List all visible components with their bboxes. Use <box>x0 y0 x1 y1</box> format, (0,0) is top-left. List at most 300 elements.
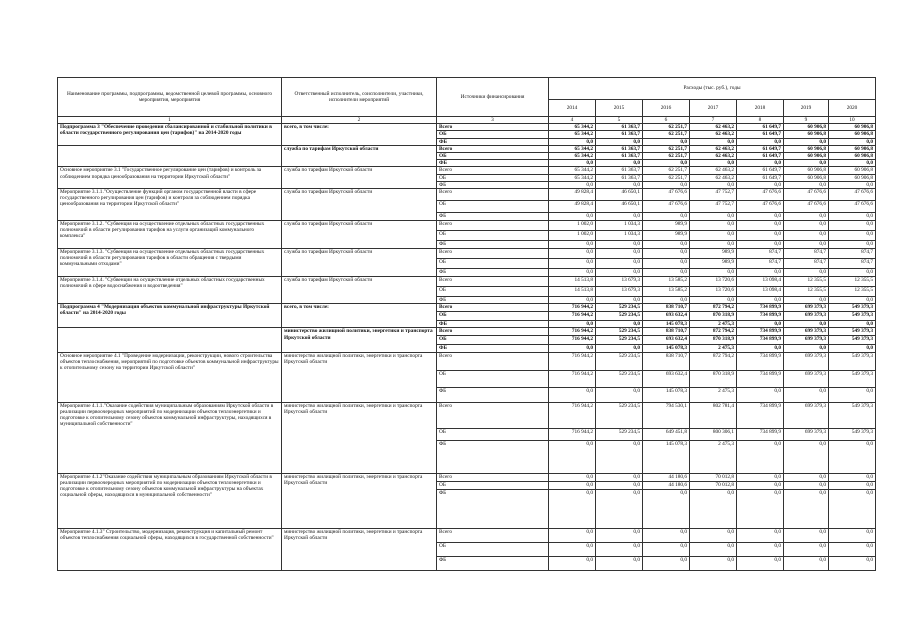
funding-source: ОБ <box>437 481 549 489</box>
expense-value: 734 899,9 <box>737 428 784 440</box>
column-number: 4 <box>549 117 596 124</box>
program-name: Мероприятие 3.1.4. "Субвенции на осуществление отдельных областных государственных полномочий в сфере водоснабжения и водоотведения" <box>58 277 282 304</box>
expense-value: 1 002,0 <box>549 231 596 241</box>
expense-value: 0,0 <box>784 440 829 473</box>
expense-value: 0,0 <box>549 138 596 145</box>
expense-value: 0,0 <box>596 213 643 221</box>
expense-value: 0,0 <box>643 556 690 570</box>
expense-value: 734 899,9 <box>737 304 784 312</box>
responsible-executor: министерство жилищной политики, энергетики и транспорта Иркутской области <box>282 473 437 528</box>
expense-value: 0,0 <box>737 138 784 145</box>
expense-value: 0,0 <box>829 345 876 352</box>
responsible-executor: всего, в том числе: <box>282 304 437 328</box>
funding-source: ОБ <box>437 542 549 556</box>
funding-source: Всего <box>437 328 549 336</box>
expense-value: 0,0 <box>596 321 643 328</box>
expense-value: 0,0 <box>737 181 784 188</box>
expense-value: 0,0 <box>549 297 596 304</box>
expense-value: 62 251,7 <box>643 174 690 181</box>
expense-value: 699 379,3 <box>784 352 829 370</box>
expense-value: 0,0 <box>784 321 829 328</box>
funding-source: Всего <box>437 189 549 201</box>
funding-source: ФБ <box>437 269 549 277</box>
program-name: Подпрограмма 3 "Обеспечение проведения сбалансированной и стабильной политики в области государственного регулирования цен (тарифов)" на 2014-2020 годы <box>58 124 282 146</box>
expense-value: 44 180,6 <box>643 473 690 481</box>
expense-value: 800 306,1 <box>690 428 737 440</box>
expense-value: 62 463,2 <box>690 131 737 138</box>
expense-value: 0,0 <box>596 542 643 556</box>
funding-source: ОБ <box>437 174 549 181</box>
expense-value: 47 676,6 <box>737 201 784 213</box>
expense-value: 60 906,8 <box>829 131 876 138</box>
expense-value: 0,0 <box>784 345 829 352</box>
expense-value: 870 318,9 <box>690 312 737 321</box>
expense-value: 870 318,9 <box>690 336 737 345</box>
expense-value: 0,0 <box>596 387 643 402</box>
table-row <box>58 221 876 231</box>
year-header: 2015 <box>596 100 643 117</box>
expense-value: 65 344,2 <box>549 145 596 152</box>
expense-value: 0,0 <box>737 321 784 328</box>
expense-value: 61 649,7 <box>737 167 784 174</box>
expense-value: 47 676,6 <box>643 189 690 201</box>
funding-source: ОБ <box>437 259 549 269</box>
expense-value: 874,7 <box>784 249 829 259</box>
expense-value: 62 463,2 <box>690 145 737 152</box>
column-number: 2 <box>282 117 437 124</box>
expense-value: 699 379,3 <box>784 328 829 336</box>
expense-value: 734 899,9 <box>737 352 784 370</box>
expense-value: 0,0 <box>643 213 690 221</box>
expense-value: 60 906,8 <box>784 174 829 181</box>
expense-value: 0,0 <box>690 556 737 570</box>
expense-value: 0,0 <box>784 231 829 241</box>
expense-value: 62 463,2 <box>690 167 737 174</box>
expense-value: 989,9 <box>690 249 737 259</box>
year-header: 2019 <box>784 100 829 117</box>
expense-value: 0,0 <box>596 481 643 489</box>
expense-value: 60 906,8 <box>829 145 876 152</box>
expense-value: 794 530,1 <box>643 402 690 428</box>
expense-value: 62 251,7 <box>643 131 690 138</box>
expense-value: 0,0 <box>829 542 876 556</box>
expense-value: 699 379,3 <box>784 336 829 345</box>
expense-value: 46 650,1 <box>596 201 643 213</box>
funding-source: Всего <box>437 167 549 174</box>
expense-value: 0,0 <box>737 489 784 528</box>
expense-value: 693 632,4 <box>643 370 690 387</box>
expense-value: 0,0 <box>737 556 784 570</box>
table-row <box>58 352 876 370</box>
funding-source: ФБ <box>437 387 549 402</box>
expense-value: 49 828,4 <box>549 201 596 213</box>
expense-value: 0,0 <box>549 440 596 473</box>
expense-value: 0,0 <box>549 489 596 528</box>
expense-value: 0,0 <box>643 241 690 249</box>
expense-value: 47 676,6 <box>737 189 784 201</box>
expense-value: 0,0 <box>829 269 876 277</box>
responsible-executor: всего, в том числе: <box>282 124 437 146</box>
funding-source: ФБ <box>437 181 549 188</box>
expense-value: 60 906,8 <box>829 124 876 131</box>
expense-value: 0,0 <box>596 489 643 528</box>
expense-value: 60 906,8 <box>784 167 829 174</box>
expense-value: 716 944,2 <box>549 336 596 345</box>
table-row <box>58 473 876 481</box>
expense-value: 62 463,2 <box>690 174 737 181</box>
responsible-executor: служба по тарифам Иркутской области <box>282 249 437 277</box>
expense-value: 0,0 <box>737 297 784 304</box>
funding-source: Всего <box>437 221 549 231</box>
expense-value: 47 752,7 <box>690 201 737 213</box>
expense-value: 0,0 <box>549 241 596 249</box>
expense-value: 0,0 <box>784 473 829 481</box>
funding-source: Всего <box>437 249 549 259</box>
responsible-executor: служба по тарифам Иркутской области <box>282 221 437 249</box>
expense-value: 874,7 <box>829 259 876 269</box>
expense-value: 0,0 <box>643 489 690 528</box>
expense-value: 0,0 <box>784 138 829 145</box>
expense-value: 734 899,9 <box>737 328 784 336</box>
expense-value: 0,0 <box>690 241 737 249</box>
expense-value: 49 828,4 <box>549 189 596 201</box>
header-source: Источники финансирования <box>437 78 549 117</box>
table-row <box>58 145 876 152</box>
responsible-executor: министерство жилищной политики, энергетики и транспорта Иркутской области <box>282 528 437 570</box>
year-header: 2018 <box>737 100 784 117</box>
program-name: Основное мероприятие 4.1 "Проведение модернизации, реконструкции, нового строительства объектов теплоснабжения, мероприятий по подготовке объектов коммунальной инфраструктуры к отопительному сезону на территории Иркутской области" <box>58 352 282 402</box>
expense-value: 0,0 <box>737 221 784 231</box>
expense-value: 62 251,7 <box>643 124 690 131</box>
funding-source: ФБ <box>437 440 549 473</box>
expense-value: 0,0 <box>643 160 690 167</box>
expense-value: 61 649,7 <box>737 145 784 152</box>
expense-value: 0,0 <box>829 241 876 249</box>
expense-value: 0,0 <box>737 387 784 402</box>
expense-value: 529 234,5 <box>596 428 643 440</box>
expense-value: 0,0 <box>784 160 829 167</box>
funding-source: Всего <box>437 277 549 287</box>
expense-value: 693 632,4 <box>643 336 690 345</box>
expense-value: 13 098,4 <box>737 287 784 297</box>
funding-source: ОБ <box>437 153 549 160</box>
year-header: 2020 <box>829 100 876 117</box>
funding-source: ФБ <box>437 321 549 328</box>
expense-value: 529 234,5 <box>596 312 643 321</box>
expense-value: 60 906,8 <box>784 124 829 131</box>
expense-value: 0,0 <box>829 181 876 188</box>
column-number: 6 <box>643 117 690 124</box>
expense-value: 529 234,5 <box>596 336 643 345</box>
column-number: 8 <box>737 117 784 124</box>
expense-value: 13 098,4 <box>737 277 784 287</box>
funding-source: ФБ <box>437 241 549 249</box>
expense-value: 62 251,7 <box>643 145 690 152</box>
expense-value: 0,0 <box>549 259 596 269</box>
expense-value: 1 002,0 <box>549 221 596 231</box>
funding-source: ОБ <box>437 131 549 138</box>
expense-value: 47 676,6 <box>784 189 829 201</box>
expense-value: 0,0 <box>549 345 596 352</box>
expense-value: 838 710,7 <box>643 304 690 312</box>
funding-source: Всего <box>437 402 549 428</box>
expense-value: 0,0 <box>784 269 829 277</box>
expense-value: 549 379,3 <box>829 352 876 370</box>
expense-value: 0,0 <box>549 160 596 167</box>
expense-value: 0,0 <box>737 231 784 241</box>
expense-value: 0,0 <box>737 213 784 221</box>
expense-value: 47 752,7 <box>690 189 737 201</box>
expense-value: 549 379,3 <box>829 312 876 321</box>
program-name <box>58 328 282 352</box>
expense-value: 0,0 <box>643 269 690 277</box>
funding-source: ОБ <box>437 287 549 297</box>
expense-value: 0,0 <box>690 542 737 556</box>
expense-value: 0,0 <box>643 249 690 259</box>
expense-value: 1 034,3 <box>596 231 643 241</box>
expense-value: 61 363,7 <box>596 167 643 174</box>
program-name: Подпрограмма 4 "Модернизация объектов коммунальной инфраструктуры Иркутской области" на 2014-2020 годы <box>58 304 282 328</box>
table-row <box>58 402 876 428</box>
expense-value: 716 944,2 <box>549 328 596 336</box>
expense-value: 0,0 <box>596 181 643 188</box>
expense-value: 0,0 <box>596 297 643 304</box>
expense-value: 13 679,3 <box>596 287 643 297</box>
expense-value: 0,0 <box>690 160 737 167</box>
expense-value: 12 355,5 <box>784 287 829 297</box>
funding-source: ФБ <box>437 556 549 570</box>
expense-value: 0,0 <box>596 160 643 167</box>
responsible-executor: служба по тарифам Иркутской области <box>282 145 437 167</box>
expense-value: 0,0 <box>784 528 829 542</box>
expense-value: 0,0 <box>829 321 876 328</box>
expense-value: 61 649,7 <box>737 153 784 160</box>
expense-value: 0,0 <box>737 542 784 556</box>
expense-value: 0,0 <box>829 440 876 473</box>
column-number: 5 <box>596 117 643 124</box>
year-header: 2014 <box>549 100 596 117</box>
expense-value: 989,9 <box>690 259 737 269</box>
expense-value: 0,0 <box>829 221 876 231</box>
financing-document <box>57 77 875 571</box>
funding-source: ОБ <box>437 201 549 213</box>
expense-value: 0,0 <box>784 221 829 231</box>
funding-source: ФБ <box>437 345 549 352</box>
table-row <box>58 328 876 336</box>
expense-value: 699 379,3 <box>784 370 829 387</box>
expense-value: 65 344,2 <box>549 167 596 174</box>
expense-value: 0,0 <box>549 249 596 259</box>
expense-value: 145 078,3 <box>643 387 690 402</box>
expense-value: 0,0 <box>643 259 690 269</box>
expense-value: 0,0 <box>690 221 737 231</box>
expense-value: 872 794,2 <box>690 352 737 370</box>
expense-value: 872 794,2 <box>690 304 737 312</box>
expense-value: 145 078,3 <box>643 321 690 328</box>
expense-value: 12 355,5 <box>829 277 876 287</box>
expense-value: 0,0 <box>643 138 690 145</box>
expense-value: 14 513,8 <box>549 277 596 287</box>
expense-value: 12 355,5 <box>784 277 829 287</box>
expense-value: 0,0 <box>549 213 596 221</box>
expense-value: 0,0 <box>784 241 829 249</box>
expense-value: 2 475,3 <box>690 440 737 473</box>
expense-value: 0,0 <box>829 528 876 542</box>
expense-value: 870 318,9 <box>690 370 737 387</box>
program-name: Мероприятие 3.1.3. "Субвенция на осуществление отдельных областных государственных полномочий в области регулирования тарифов в области обращения с твердыми коммунальными отходами" <box>58 249 282 277</box>
expense-value: 60 906,8 <box>829 174 876 181</box>
expense-value: 0,0 <box>596 241 643 249</box>
expense-value: 0,0 <box>829 473 876 481</box>
expense-value: 0,0 <box>690 269 737 277</box>
funding-source: ОБ <box>437 231 549 241</box>
expense-value: 0,0 <box>784 556 829 570</box>
expense-value: 838 710,7 <box>643 328 690 336</box>
funding-source: ОБ <box>437 312 549 321</box>
expense-value: 12 355,5 <box>829 287 876 297</box>
funding-source: Всего <box>437 304 549 312</box>
expense-value: 838 710,7 <box>643 352 690 370</box>
expense-value: 874,7 <box>784 259 829 269</box>
column-number: 3 <box>437 117 549 124</box>
expense-value: 0,0 <box>643 528 690 542</box>
expense-value: 529 234,5 <box>596 352 643 370</box>
expense-value: 0,0 <box>829 556 876 570</box>
expense-value: 529 234,5 <box>596 370 643 387</box>
expense-value: 734 899,9 <box>737 336 784 345</box>
expense-value: 699 379,3 <box>784 304 829 312</box>
expense-value: 60 906,8 <box>784 131 829 138</box>
expense-value: 61 363,7 <box>596 145 643 152</box>
expense-value: 0,0 <box>737 440 784 473</box>
expense-value: 0,0 <box>737 160 784 167</box>
expense-value: 734 899,9 <box>737 402 784 428</box>
expense-value: 62 251,7 <box>643 153 690 160</box>
expense-value: 61 649,7 <box>737 131 784 138</box>
expense-value: 0,0 <box>549 556 596 570</box>
expense-value: 0,0 <box>829 160 876 167</box>
expense-value: 0,0 <box>737 345 784 352</box>
program-name: Мероприятие 4.1.2"Оказание содействия муниципальным образованиям Иркутской области в реализации первоочередных мероприятий по модернизации объектов теплоэнергетики и подготовке к отопительному сезону объектов коммунальной инфраструктуры на объектах социальной сферы, находящихся в муниципальной собственности" <box>58 473 282 528</box>
expense-value: 716 944,2 <box>549 352 596 370</box>
expense-value: 0,0 <box>829 213 876 221</box>
expense-value: 61 649,7 <box>737 174 784 181</box>
column-number: 10 <box>829 117 876 124</box>
funding-source: Всего <box>437 528 549 542</box>
expense-value: 46 650,1 <box>596 189 643 201</box>
year-header: 2016 <box>643 100 690 117</box>
expense-value: 716 944,2 <box>549 304 596 312</box>
expense-value: 0,0 <box>829 489 876 528</box>
expense-value: 0,0 <box>737 528 784 542</box>
expense-value: 65 344,2 <box>549 174 596 181</box>
expense-value: 0,0 <box>690 297 737 304</box>
expense-value: 2 475,3 <box>690 387 737 402</box>
expense-value: 61 363,7 <box>596 131 643 138</box>
year-header: 2017 <box>690 100 737 117</box>
expense-value: 145 078,3 <box>643 345 690 352</box>
expense-value: 60 906,8 <box>829 167 876 174</box>
table-row <box>58 189 876 201</box>
funding-source: Всего <box>437 352 549 370</box>
expense-value: 13 679,3 <box>596 277 643 287</box>
expense-value: 47 676,6 <box>829 201 876 213</box>
expense-value: 649 451,8 <box>643 428 690 440</box>
expense-value: 699 379,3 <box>784 312 829 321</box>
program-name: Мероприятие 4.1.3" Строительство, модернизация, реконструкция и капитальный ремонт объектов теплоснабжения социальной сферы, находящихся в государственной собственности" <box>58 528 282 570</box>
expense-value: 14 513,8 <box>549 287 596 297</box>
expense-value: 62 463,2 <box>690 124 737 131</box>
column-number: 1 <box>58 117 282 124</box>
expense-value: 716 944,2 <box>549 428 596 440</box>
expense-value: 61 363,7 <box>596 124 643 131</box>
expense-value: 13 585,2 <box>643 277 690 287</box>
expense-value: 2 475,3 <box>690 345 737 352</box>
responsible-executor: министерство жилищной политики, энергетики и транспорта Иркутской области <box>282 328 437 352</box>
expense-value: 549 379,3 <box>829 370 876 387</box>
expense-value: 716 944,2 <box>549 402 596 428</box>
expense-value: 0,0 <box>596 138 643 145</box>
header-responsible: Ответственный исполнитель, соисполнители, участники, исполнители мероприятий <box>282 78 437 117</box>
expense-value: 0,0 <box>549 473 596 481</box>
expense-value: 0,0 <box>829 138 876 145</box>
expense-value: 0,0 <box>690 528 737 542</box>
expense-value: 0,0 <box>690 231 737 241</box>
expense-value: 0,0 <box>784 213 829 221</box>
funding-source: ОБ <box>437 370 549 387</box>
expense-value: 0,0 <box>643 181 690 188</box>
table-row <box>58 124 876 131</box>
expense-value: 70 012,8 <box>690 481 737 489</box>
expense-value: 0,0 <box>784 297 829 304</box>
expense-value: 0,0 <box>549 269 596 277</box>
responsible-executor: министерство жилищной политики, энергетики и транспорта Иркутской области <box>282 402 437 473</box>
expense-value: 0,0 <box>829 297 876 304</box>
expense-value: 13 585,2 <box>643 287 690 297</box>
expense-value: 989,9 <box>643 231 690 241</box>
program-name <box>58 145 282 167</box>
expense-value: 0,0 <box>690 213 737 221</box>
expense-value: 13 720,6 <box>690 277 737 287</box>
expense-value: 0,0 <box>549 528 596 542</box>
expense-value: 0,0 <box>549 542 596 556</box>
expense-value: 699 379,3 <box>784 402 829 428</box>
expense-value: 0,0 <box>549 321 596 328</box>
expense-value: 699 379,3 <box>784 428 829 440</box>
expense-value: 874,7 <box>737 259 784 269</box>
expense-value: 716 944,2 <box>549 370 596 387</box>
expense-value: 2 475,3 <box>690 321 737 328</box>
financing-table <box>57 77 876 571</box>
expense-value: 62 251,7 <box>643 167 690 174</box>
expense-value: 0,0 <box>784 481 829 489</box>
expense-value: 65 344,2 <box>549 124 596 131</box>
expense-value: 44 180,6 <box>643 481 690 489</box>
program-name: Мероприятие 3.1.1."Осуществление функций органом государственной власти в сфере государственного регулирования цен (тарифов) и контроля за соблюдением порядка ценообразования на территории Иркутской области" <box>58 189 282 221</box>
expense-value: 0,0 <box>596 249 643 259</box>
expense-value: 0,0 <box>690 181 737 188</box>
table-row <box>58 167 876 174</box>
expense-value: 0,0 <box>549 181 596 188</box>
expense-value: 13 720,6 <box>690 287 737 297</box>
expense-value: 145 078,3 <box>643 440 690 473</box>
expense-value: 0,0 <box>596 556 643 570</box>
table-body <box>58 124 876 570</box>
responsible-executor: служба по тарифам Иркутской области <box>282 189 437 221</box>
expense-value: 0,0 <box>784 387 829 402</box>
funding-source: ОБ <box>437 336 549 345</box>
funding-source: ФБ <box>437 160 549 167</box>
